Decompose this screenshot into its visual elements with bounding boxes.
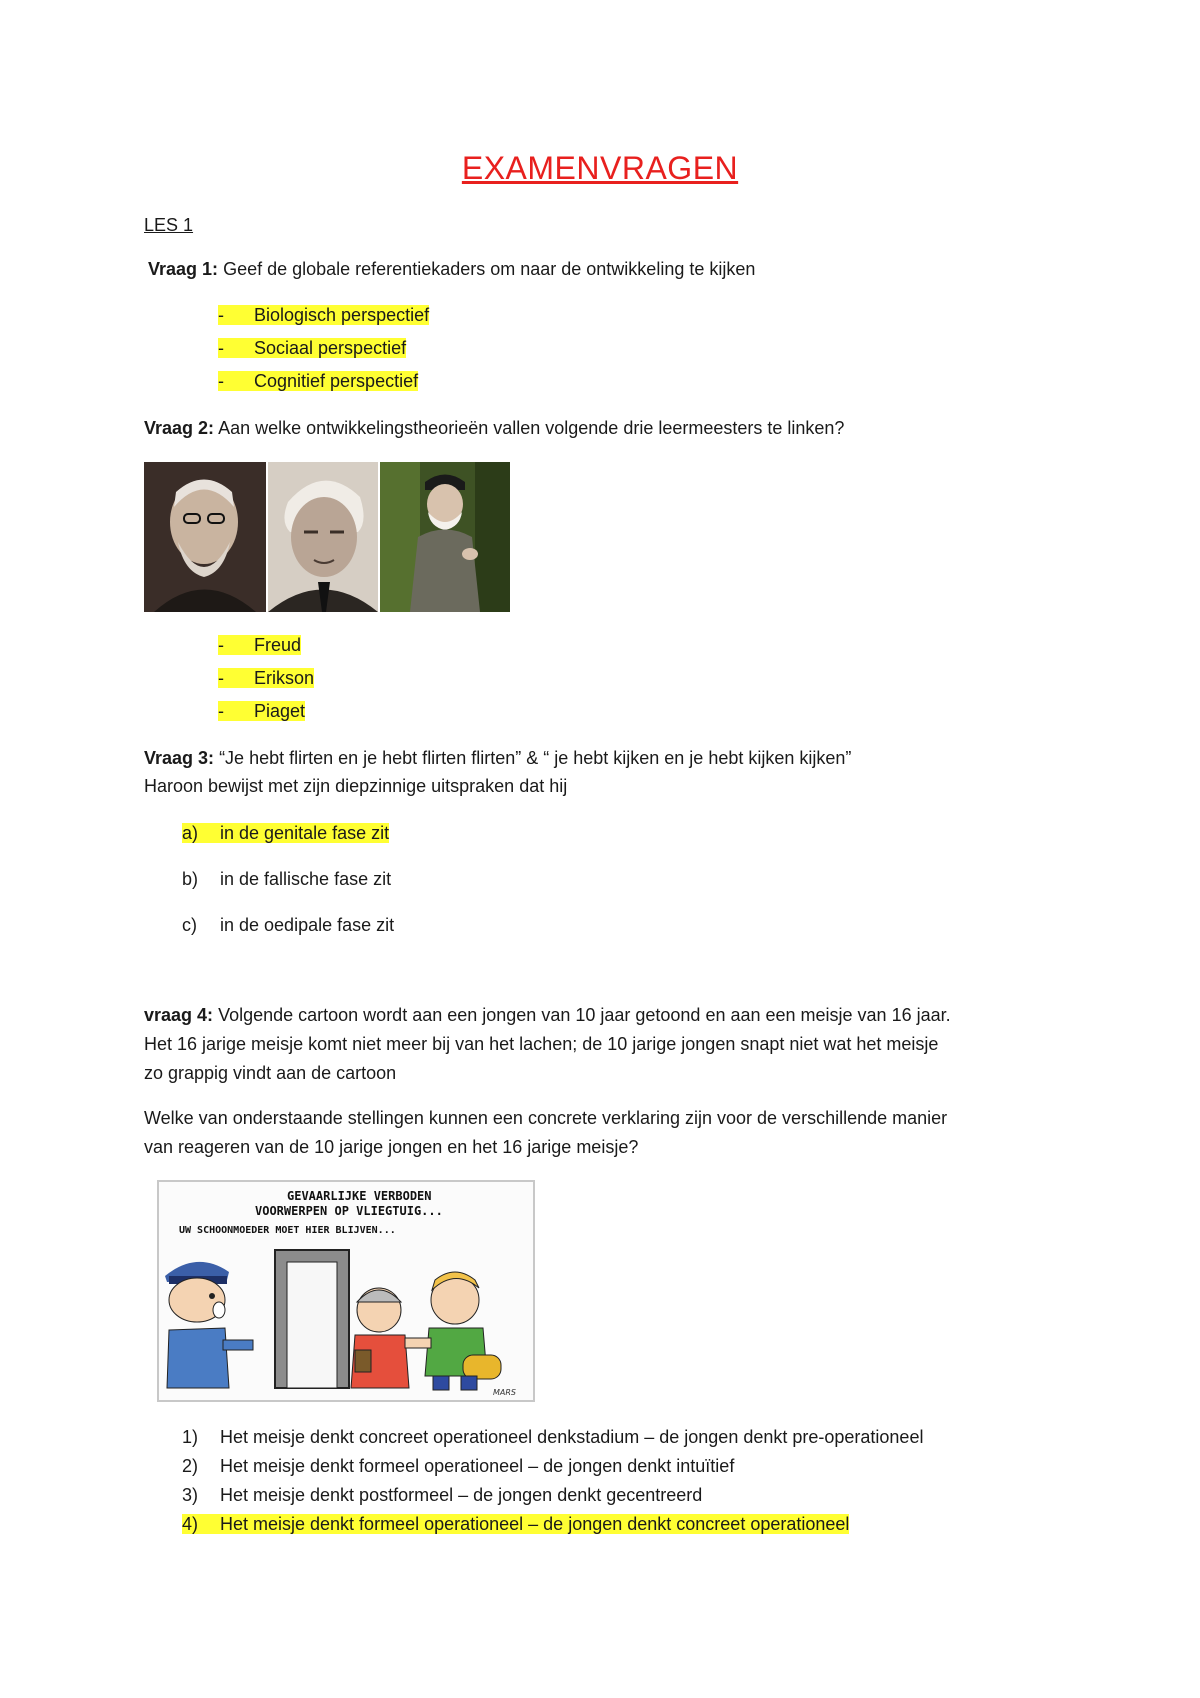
- question-2-text: Aan welke ontwikkelingstheorieën vallen volgende drie leermeesters te linken?: [218, 418, 845, 438]
- q4-option-4: 4) Het meisje denkt formeel operationeel – de jongen denkt concreet operationeel: [182, 1514, 850, 1534]
- section-label: LES 1: [144, 215, 194, 235]
- q2-answer-2: - Erikson: [218, 668, 315, 688]
- question-4-line5: van reageren van de 10 jarige jongen en het 16 jarige meisje?: [144, 1137, 639, 1157]
- photo-piaget: [380, 462, 510, 612]
- q4-option-3: 3) Het meisje denkt postformeel – de jongen denkt gecentreerd: [182, 1485, 703, 1505]
- q1-answer-3: - Cognitief perspectief: [218, 371, 419, 391]
- q4-option-2: 2) Het meisje denkt formeel operationeel – de jongen denkt intuïtief: [182, 1456, 735, 1476]
- cartoon-caption-3: UW SCHOONMOEDER MOET HIER BLIJVEN...: [179, 1225, 396, 1236]
- q3-option-a: a) in de genitale fase zit: [182, 823, 390, 843]
- question-3-text2: Haroon bewijst met zijn diepzinnige uitspraken dat hij: [144, 776, 568, 796]
- question-1-text: Geef de globale referentiekaders om naar de ontwikkeling te kijken: [223, 259, 756, 279]
- page-title: EXAMENVRAGEN: [461, 150, 739, 186]
- question-4-line3: zo grappig vindt aan de cartoon: [144, 1063, 397, 1083]
- photo-erikson: [268, 462, 378, 612]
- question-4: [144, 1004, 951, 1026]
- photo-freud: [144, 462, 266, 612]
- cartoon-caption-2: VOORWERPEN OP VLIEGTUIG...: [255, 1204, 443, 1218]
- question-1-label: Vraag 1:: [148, 259, 219, 279]
- question-4-line1: Volgende cartoon wordt aan een jongen van 10 jaar getoond en aan een meisje van 16 jaar.: [218, 1005, 951, 1025]
- question-2-label: Vraag 2:: [144, 418, 215, 438]
- cartoon-image: [157, 1180, 535, 1402]
- question-3: [144, 747, 851, 769]
- question-1: [148, 258, 755, 280]
- q3-option-b: b) in de fallische fase zit: [182, 869, 392, 889]
- q2-answer-1: - Freud: [218, 635, 302, 655]
- question-4-label: vraag 4:: [144, 1005, 214, 1025]
- q3-option-c: c) in de oedipale fase zit: [182, 915, 395, 935]
- cartoon-caption-1: GEVAARLIJKE VERBODEN: [287, 1189, 432, 1203]
- cartoon-signature: MARS: [493, 1388, 517, 1397]
- question-3-text: “Je hebt flirten en je hebt flirten flirten” & “ je hebt kijken en je hebt kijken kijken”: [219, 748, 852, 768]
- question-4-line2: Het 16 jarige meisje komt niet meer bij van het lachen; de 10 jarige jongen snapt niet wat het meisje: [144, 1034, 939, 1054]
- question-4-line4: Welke van onderstaande stellingen kunnen een concrete verklaring zijn voor de verschillende manier: [144, 1108, 948, 1128]
- q1-answer-1: - Biologisch perspectief: [218, 305, 430, 325]
- q1-answer-2: - Sociaal perspectief: [218, 338, 407, 358]
- q4-option-1: 1) Het meisje denkt concreet operationeel denkstadium – de jongen denkt pre-operationeel: [182, 1427, 924, 1447]
- question-3-label: Vraag 3:: [144, 748, 215, 768]
- q2-answer-3: - Piaget: [218, 701, 306, 721]
- question-2: [144, 417, 844, 439]
